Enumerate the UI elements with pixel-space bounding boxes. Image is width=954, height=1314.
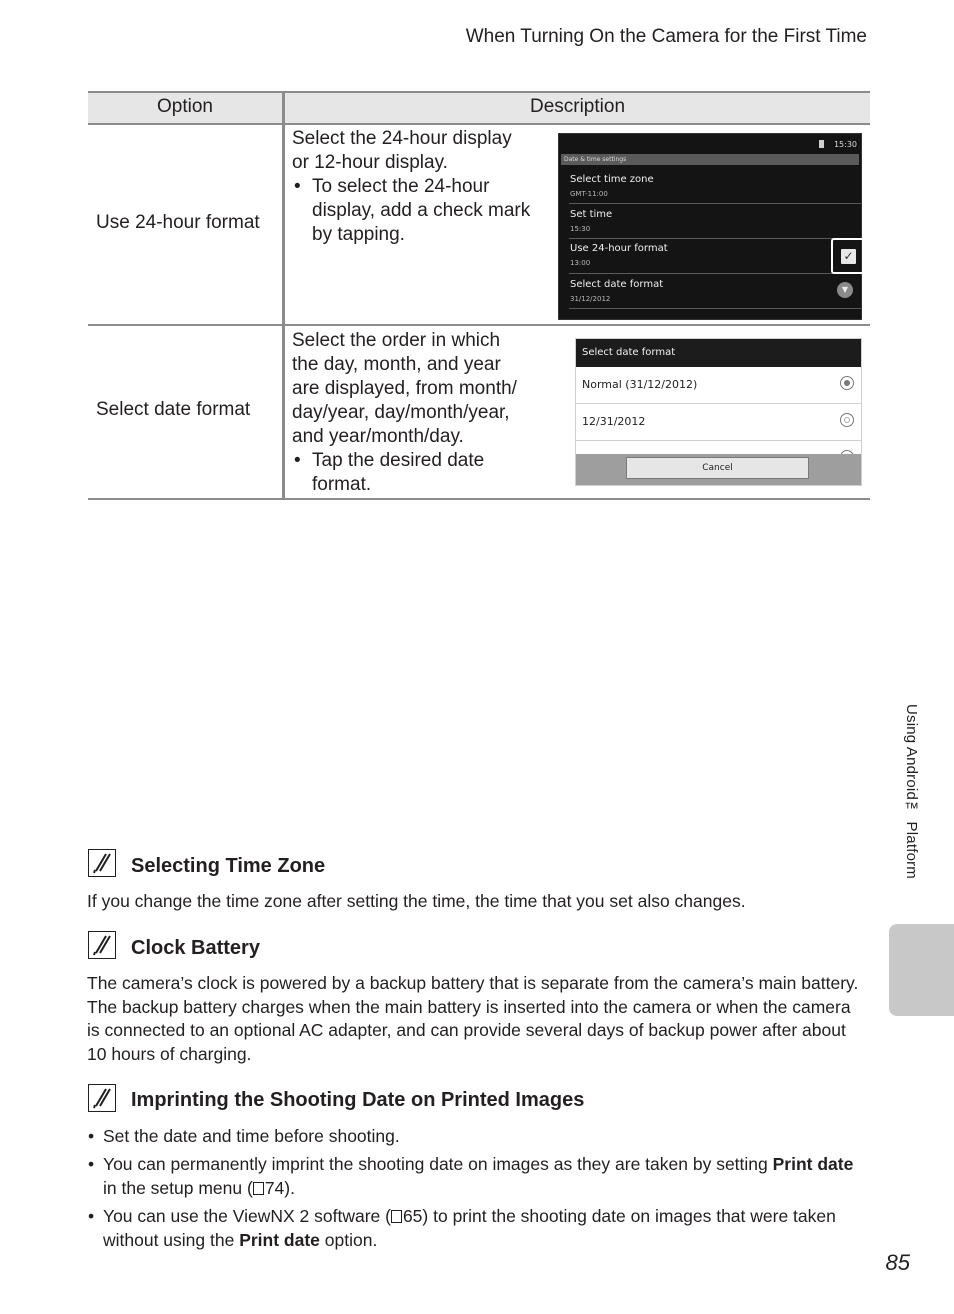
column-divider	[282, 125, 285, 324]
dialog-title: Select date format	[576, 339, 861, 367]
option-name: Use 24-hour format	[96, 212, 260, 233]
column-divider	[282, 326, 285, 498]
desc-line: are displayed, from month/	[292, 378, 517, 399]
column-header-description: Description	[529, 96, 626, 117]
table-header	[88, 91, 870, 125]
note-heading: Imprinting the Shooting Date on Printed Images	[131, 1089, 585, 1111]
radio-selected-icon[interactable]	[840, 376, 854, 390]
date-format-option[interactable]: Normal (31/12/2012)	[576, 367, 861, 404]
cancel-button[interactable]: Cancel	[626, 457, 809, 479]
bullet-icon: •	[88, 1154, 95, 1174]
desc-line: Select the 24-hour display	[292, 128, 512, 149]
desc-line: and year/month/day.	[292, 426, 464, 447]
page-reference-link[interactable]: 65	[402, 1206, 423, 1226]
note-heading: Clock Battery	[131, 937, 260, 959]
screen-title: Date & time settings	[561, 154, 859, 165]
desc-line: the day, month, and year	[292, 354, 501, 375]
bullet-item: • You can permanently imprint the shooting date on images as they are taken by setting Print date in the setup menu ( 74).	[88, 1154, 854, 1198]
note-text: If you change the time zone after setting the time, the time that you set also changes.	[87, 891, 746, 911]
section-side-label: Using Android™ Platform	[903, 704, 920, 880]
dialog-footer	[576, 454, 861, 485]
column-header-option: Option	[157, 96, 213, 117]
radio-unselected-icon[interactable]	[840, 413, 854, 427]
options-table	[88, 91, 870, 500]
chevron-down-icon[interactable]: ▼	[837, 282, 853, 298]
note-heading: Selecting Time Zone	[131, 855, 326, 877]
table-row	[88, 326, 870, 500]
section-tab	[889, 924, 954, 1016]
battery-icon	[819, 140, 824, 148]
setting-item[interactable]: Use 24-hour format 13:00 ✓	[569, 238, 861, 274]
desc-line: or 12-hour display.	[292, 152, 448, 173]
bullet-line: format.	[312, 474, 372, 495]
note-icon	[88, 931, 116, 959]
note-icon	[88, 1084, 116, 1112]
option-name: Select date format	[96, 399, 251, 420]
settings-screenshot	[558, 133, 862, 320]
desc-line: Select the order in which	[292, 330, 501, 351]
desc-line: day/year, day/month/year,	[292, 402, 510, 423]
setting-item[interactable]: Set time 15:30	[569, 204, 861, 239]
bullet-line: by tapping.	[312, 224, 405, 245]
setting-item[interactable]: Select time zone GMT-11:00	[569, 169, 861, 204]
date-format-dialog	[575, 338, 862, 486]
bullet-icon: •	[294, 450, 301, 471]
bullet-line: display, add a check mark	[312, 200, 531, 221]
book-icon	[253, 1182, 264, 1195]
highlight-frame	[831, 238, 865, 274]
note-icon	[88, 849, 116, 877]
page-reference-link[interactable]: 74	[264, 1177, 285, 1198]
bullet-icon: •	[88, 1206, 95, 1226]
option-description	[292, 127, 532, 247]
status-bar: 15:30	[819, 140, 857, 149]
page-number: 85	[885, 1250, 910, 1275]
bullet-item: • Set the date and time before shooting.	[88, 1125, 868, 1149]
note-text: The camera’s clock is powered by a backup battery that is separate from the camera’s main battery. The backup battery charges when the main battery is inserted into the camera or when the camera is connected to an optional AC adapter, and can provide several days of backup power after about 10 hours of charging.	[87, 973, 859, 1064]
bullet-line: • To select the 24-hour	[294, 176, 490, 197]
checkbox-checked-icon[interactable]: ✓	[841, 249, 856, 264]
bullet-icon: •	[88, 1126, 95, 1146]
table-row	[88, 125, 870, 326]
bullet-icon: •	[294, 176, 301, 197]
page-header: When Turning On the Camera for the First Time	[465, 26, 867, 47]
option-description	[292, 329, 532, 497]
book-icon	[391, 1210, 402, 1223]
bullet-line: • Tap the desired date	[294, 450, 485, 471]
setting-item[interactable]: Select date format 31/12/2012 ▼	[569, 274, 861, 309]
date-format-option[interactable]: 12/31/2012	[576, 404, 861, 441]
bullet-item: • You can use the ViewNX 2 software ( 65) to print the shooting date on images that were taken without using the Print date option.	[88, 1206, 836, 1250]
